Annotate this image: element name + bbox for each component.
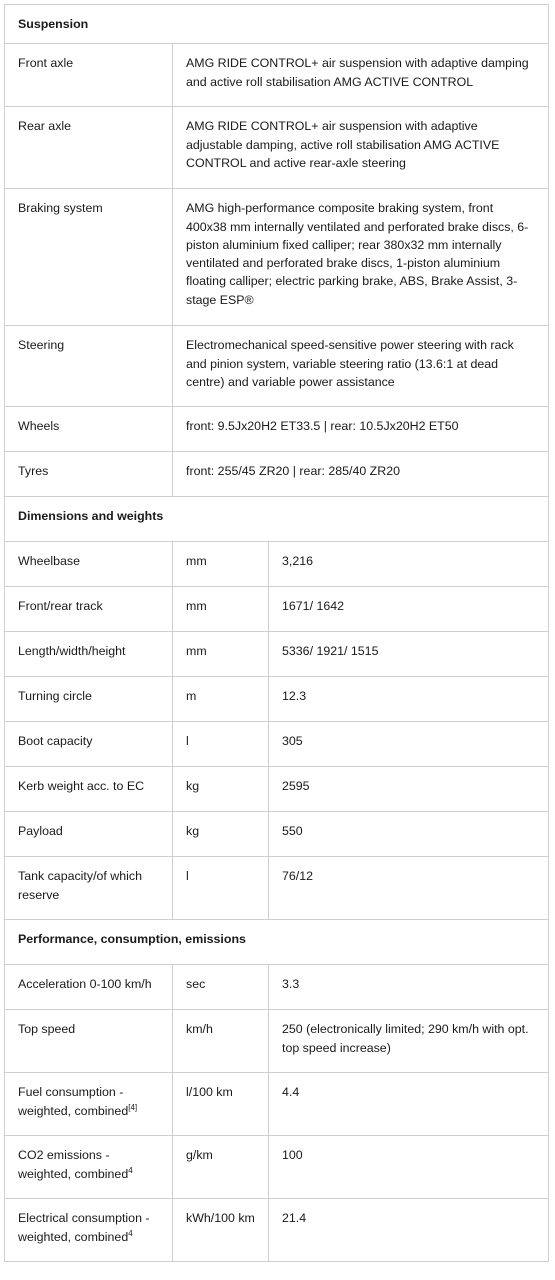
section-title-performance: Performance, consumption, emissions <box>5 920 549 965</box>
row-label: Length/width/height <box>5 632 173 677</box>
table-row <box>5 542 549 587</box>
row-value: 2595 <box>269 767 549 812</box>
table-row <box>5 767 549 812</box>
row-label: Steering <box>5 326 173 407</box>
table-row <box>5 407 549 452</box>
section-header-row <box>5 5 549 44</box>
row-value: front: 255/45 ZR20 | rear: 285/40 ZR20 <box>173 452 549 497</box>
row-label: Tyres <box>5 452 173 497</box>
row-value: 21.4 <box>269 1199 549 1262</box>
row-unit: mm <box>173 542 269 587</box>
row-unit: m <box>173 677 269 722</box>
table-row <box>5 189 549 326</box>
table-row <box>5 857 549 920</box>
row-value: Electromechanical speed-sensitive power steering with rack and pinion system, variable steering ratio (13.6:1 at dead centre) and variable power assistance <box>173 326 549 407</box>
row-value: 5336/ 1921/ 1515 <box>269 632 549 677</box>
row-label: Acceleration 0-100 km/h <box>5 965 173 1010</box>
row-label: Turning circle <box>5 677 173 722</box>
row-label: Boot capacity <box>5 722 173 767</box>
row-label: Front axle <box>5 44 173 107</box>
row-label-cell <box>5 1136 173 1199</box>
row-unit: g/km <box>173 1136 269 1199</box>
table-row <box>5 587 549 632</box>
row-unit: mm <box>173 632 269 677</box>
row-unit: sec <box>173 965 269 1010</box>
row-value: 100 <box>269 1136 549 1199</box>
row-label: Wheelbase <box>5 542 173 587</box>
table-row <box>5 722 549 767</box>
row-label: CO2 emissions - weighted, combined <box>18 1148 129 1181</box>
table-row <box>5 965 549 1010</box>
row-value: 250 (electronically limited; 290 km/h with opt. top speed increase) <box>269 1010 549 1073</box>
table-row <box>5 44 549 107</box>
row-label: Top speed <box>5 1010 173 1073</box>
row-label: Payload <box>5 812 173 857</box>
row-value: AMG high-performance composite braking system, front 400x38 mm internally ventilated and perforated brake discs, 6-piston aluminium fixed calliper; rear 380x32 mm internally ventilated and perforated brake discs, 1-piston aluminium floating calliper; electric parking brake, ABS, Brake Assist, 3-stage ESP® <box>173 189 549 326</box>
row-label: Front/rear track <box>5 587 173 632</box>
row-unit: mm <box>173 587 269 632</box>
row-value: AMG RIDE CONTROL+ air suspension with adaptive adjustable damping, active roll stabilisation AMG ACTIVE CONTROL and active rear-axle steering <box>173 107 549 189</box>
section-header-row <box>5 497 549 542</box>
row-unit: kg <box>173 812 269 857</box>
row-label-cell <box>5 1199 173 1262</box>
row-value: 76/12 <box>269 857 549 920</box>
row-unit: kg <box>173 767 269 812</box>
row-unit: km/h <box>173 1010 269 1073</box>
footnote-ref: 4 <box>128 1165 133 1175</box>
table-row <box>5 452 549 497</box>
row-label: Rear axle <box>5 107 173 189</box>
table-row <box>5 1010 549 1073</box>
row-unit: l <box>173 722 269 767</box>
table-row <box>5 107 549 189</box>
row-label: Kerb weight acc. to EC <box>5 767 173 812</box>
row-label: Fuel consumption - weighted, combined <box>18 1085 129 1118</box>
table-row <box>5 1199 549 1262</box>
row-label: Electrical consumption - weighted, combined <box>18 1211 150 1244</box>
row-value: front: 9.5Jx20H2 ET33.5 | rear: 10.5Jx20H2 ET50 <box>173 407 549 452</box>
section-header-row <box>5 920 549 965</box>
section-title-dimensions: Dimensions and weights <box>5 497 549 542</box>
table-row <box>5 632 549 677</box>
row-value: AMG RIDE CONTROL+ air suspension with adaptive damping and active roll stabilisation AMG ACTIVE CONTROL <box>173 44 549 107</box>
row-value: 12.3 <box>269 677 549 722</box>
row-value: 4.4 <box>269 1073 549 1136</box>
row-value: 3,216 <box>269 542 549 587</box>
table-row <box>5 1136 549 1199</box>
row-unit: kWh/100 km <box>173 1199 269 1262</box>
row-unit: l <box>173 857 269 920</box>
row-value: 3.3 <box>269 965 549 1010</box>
row-value: 305 <box>269 722 549 767</box>
footnote-ref: [4] <box>128 1102 138 1112</box>
row-label: Braking system <box>5 189 173 326</box>
row-label-cell <box>5 1073 173 1136</box>
row-unit: l/100 km <box>173 1073 269 1136</box>
row-value: 1671/ 1642 <box>269 587 549 632</box>
footnote-ref: 4 <box>128 1228 133 1238</box>
table-row <box>5 812 549 857</box>
spec-table <box>4 4 549 1262</box>
table-row <box>5 326 549 407</box>
row-label: Tank capacity/of which reserve <box>5 857 173 920</box>
row-label: Wheels <box>5 407 173 452</box>
table-row <box>5 1073 549 1136</box>
table-row <box>5 677 549 722</box>
section-title-suspension: Suspension <box>5 5 549 44</box>
row-value: 550 <box>269 812 549 857</box>
